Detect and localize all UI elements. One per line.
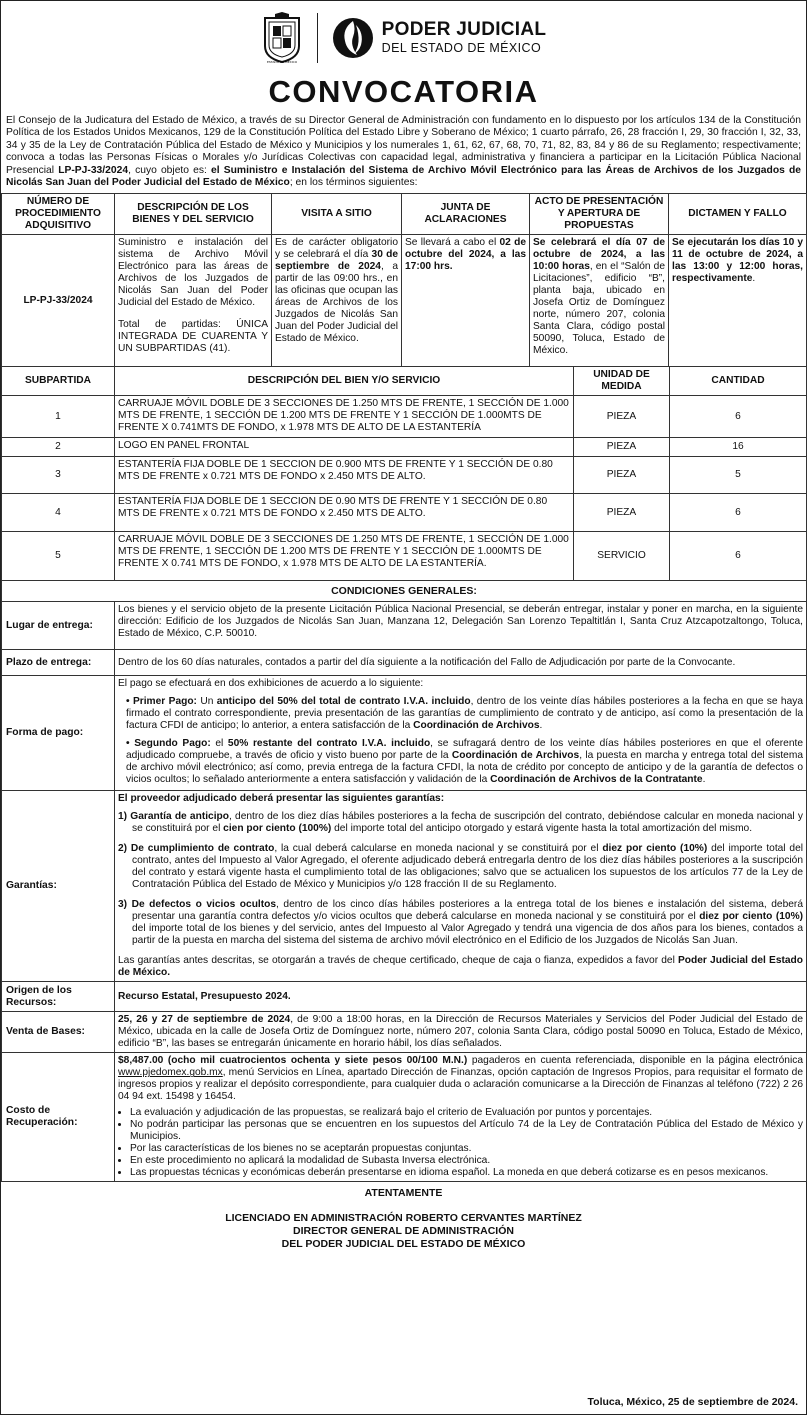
col-header: UNIDAD DE MEDIDA <box>574 367 670 396</box>
col-header: DESCRIPCIÓN DE LOS BIENES Y DEL SERVICIO <box>115 194 272 235</box>
closing: ATENTAMENTE <box>364 1187 443 1200</box>
table-row: 2 LOGO EN PANEL FRONTAL PIEZA 16 <box>2 438 807 457</box>
origin-label: Origen de los Recursos: <box>2 982 115 1012</box>
website-link[interactable]: www.pjedomex.gob.mx <box>118 1067 223 1079</box>
list-item: • No podrán participar las personas que se encuentren en los supuestos del Artículo 74 de la Ley de Contratación Pública del Estado de México y Municipios. <box>130 1119 803 1143</box>
header-divider <box>317 13 318 63</box>
svg-text:ESTADO DE MÉXICO: ESTADO DE MÉXICO <box>266 60 297 64</box>
ruling: Se ejecutarán los días 10 y 11 de octubre de 2024, a las 13:00 y 12:00 horas, respectivamente. <box>669 235 807 367</box>
guarantees: El proveedor adjudicado deberá presentar las siguientes garantías: 1) Garantía de anticipo, dentro de los diez días hábiles posteriores a la fecha de suscripción del contrato, debiéndose calcular en moneda nacional y se constituirá por el cien por ciento (100%) del importe total del anticipo otorgado y estará vigente hasta la total amortización del mismo. 2) De cumplimiento de contrato, la cual deberá calcularse en moneda nacional y se constituirá por el diez por ciento (10%) del importe total del contrato, antes del Impuesto al Valor Agregado, el oferente adjudicado deberá entregarla dentro de los diez días hábiles posteriores a la suscripción del contrato y estará vigente hasta el cumplimiento total de las obligaciones; salvo que se actualicen los supuestos de los artículos 77 de la Ley de Contratación Pública del Estado de México y Municipios y/o 128 fracción II de su Reglamento. 3) De defectos o vicios ocultos, dentro de los cinco días hábiles posteriores a la entrega total de los bienes e instalación del sistema, deberá presentar una garantía contra defectos y/o vicios ocultos que deberá calcularse en moneda nacional y se constituirá por el diez por ciento (10%) del importe total de los bienes y del servicio, antes del Impuesto al Valor Agregado y tendrá una vigencia de dos años para los bienes, contados a partir de la puesta en marcha del sistema del sistema de archivo móvil electrónico en el Edificio de los Juzgados de Nicolás San Juan. Las garantías antes descritas, se otorgarán a través de cheque certificado, cheque de caja o fianza, expedidos a favor del Poder Judicial del Estado de México. <box>115 791 807 982</box>
items-table <box>1 366 807 581</box>
procedure-object: el Suministro e Instalación del Sistema de Archivo Móvil Electrónico para las Áreas de Archivos de los Juzgados de Nicolás San Juan del Poder Judicial del Estado de México <box>6 164 801 189</box>
signer-title: DIRECTOR GENERAL DE ADMINISTRACIÓN <box>293 1225 514 1238</box>
sale-terms: 25, 26 y 27 de septiembre de 2024, de 9:00 a 18:00 horas, en la Dirección de Recursos Materiales y Servicios del Poder Judicial del Estado de México, ubicada en la calle de Josefa Ortiz de Domínguez norte, número 207, colonia Santa Clara, código postal 50090 en Toluca, Estado de México, edificio “B”, las bases se entregarán únicamente en horario hábil, los días señalados. <box>115 1012 807 1053</box>
poder-judicial-logo-icon <box>332 15 374 61</box>
table-row: 5 CARRUAJE MÓVIL DOBLE DE 3 SECCIONES DE 1.250 MTS DE FRENTE, 1 SECCIÓN DE 1.000 MTS DE FRENTE, 1 SECCIÓN DE 1.200 MTS DE FRENTE Y 1 SECCIÓN DE 1.000MTS DE FRENTE X 0.741 MTS DE FONDO, x 1.978 MTS DE ALTO DE LA ESTANTERÍA. SERVICIO 6 <box>2 532 807 581</box>
signer-name: LICENCIADO EN ADMINISTRACIÓN ROBERTO CERVANTES MARTÍNEZ <box>225 1212 582 1225</box>
letterhead <box>1 1 806 69</box>
list-item: • La evaluación y adjudicación de las propuestas, se realizará bajo el criterio de Evaluación por puntos y porcentajes. <box>130 1107 803 1119</box>
origin: Recurso Estatal, Presupuesto 2024. <box>115 982 807 1012</box>
state-seal-icon <box>261 12 303 64</box>
conditions-table <box>1 580 807 1182</box>
clarification-meeting: Se llevará a cabo el 02 de octubre del 2024, a las 17:00 hrs. <box>402 235 530 367</box>
cost-label: Costo de Recuperación: <box>2 1053 115 1182</box>
delivery-term: Dentro de los 60 días naturales, contados a partir del día siguiente a la notificación del Fallo de Adjudicación por parte de la Convocante. <box>115 650 807 676</box>
payment-label: Forma de pago: <box>2 676 115 791</box>
col-header: CANTIDAD <box>670 367 807 396</box>
list-item: • Las propuestas técnicas y económicas deberán presentarse en idioma español. La moneda en que deberá cotizarse es en pesos mexicanos. <box>130 1167 803 1179</box>
conditions-title: CONDICIONES GENERALES: <box>2 581 807 602</box>
procedure-number: LP-PJ-33/2024 <box>2 235 115 367</box>
col-header: VISITA A SITIO <box>272 194 402 235</box>
goods-description: Suministro e instalación del sistema de Archivo Móvil Electrónico para las áreas de Archivos de los Juzgados de Nicolás San Juan del Poder Judicial del Estado de México. Total de partidas: ÚNICA INTEGRADA DE CUARENTA Y UN SUBPARTIDAS (41). <box>115 235 272 367</box>
payment-terms: El pago se efectuará en dos exhibiciones de acuerdo a lo siguiente: • Primer Pago: Un anticipo del 50% del total de contrato I.V.A. incluido, dentro de los veinte días hábiles posteriores a la fecha en que se haya firmado el contrato correspondiente, previa presentación de las garantías de cumplimiento de contrato y de anticipo, así como la presentación de la factura CFDI de anticipo; lo anterior, a entera satisfacción de la Coordinación de Archivos. • Segundo Pago: el 50% restante del contrato I.V.A. incluido, se sufragará dentro de los veinte días hábiles posteriores en que el oferente adjudicado compruebe, a través de oficio y visto bueno por parte de la Coordinación de Archivos, la puesta en marcha y entrega total del sistema de archivo móvil electrónico; así como, previa entrega de la factura CFDI, la nota de crédito por concepto de anticipo y de la garantía de defectos o vicios ocultos; lo señalado anteriormente a entera satisfacción y validación de la Coordinación de Archivos de la Contratante. <box>115 676 807 791</box>
col-header: DESCRIPCIÓN DEL BIEN Y/O SERVICIO <box>115 367 574 396</box>
table-row: 1 CARRUAJE MÓVIL DOBLE DE 3 SECCIONES DE 1.250 MTS DE FRENTE, 1 SECCIÓN DE 1.000 MTS DE FRENTE, 1 SECCIÓN DE 1.200 MTS DE FRENTE Y 1 SECCIÓN DE 1.000MTS DE FRENTE X 0.741MTS DE FONDO, x 1.978 MTS DE ALTO DE LA ESTANTERÍA PIEZA 6 <box>2 396 807 438</box>
table-row: 4 ESTANTERÍA FIJA DOBLE DE 1 SECCION DE 0.90 MTS DE FRENTE Y 1 SECCIÓN DE 0.80 MTS DE FRENTE x 0.721 MTS DE FONDO x 2.450 MTS DE ALTO. PIEZA 6 <box>2 494 807 532</box>
site-visit: Es de carácter obligatorio y se celebrará el día 30 de septiembre de 2024, a partir de las 09:00 hrs., en las oficinas que ocupan las áreas de Archivos de los Juzgados de Nicolás San Juan del Poder Judicial del Estado de México. <box>272 235 402 367</box>
signer-institution: DEL PODER JUDICIAL DEL ESTADO DE MÉXICO <box>281 1238 526 1251</box>
list-item: • Por las características de los bienes no se aceptarán propuestas conjuntas. <box>130 1143 803 1155</box>
delivery-place-label: Lugar de entrega: <box>2 602 115 650</box>
institution-name: PODER JUDICIAL <box>381 19 547 40</box>
intro-paragraph: El Consejo de la Judicatura del Estado de México, a través de su Director General de Administración con fundamento en lo dispuesto por los artículos 134 de la Constitución Política de los Estados Unidos Mexicanos, 129 de la Constitución Política del Estado Libre y Soberano de México; 1 cuarto párrafo, 26, 28 fracción I, 29, 30 fracción I, 32, 33, 34 y 35 de la Ley de Contratación Pública del Estado de México y Municipios y los numerales 1, 61, 62, 67, 68, 70, 71, 82, 83, 84 y 86 de su Reglamento; respectivamente; convoca a todas las Personas Físicas o Morales y/o Jurídicas Colectivas con capacidad legal, administrativa y financiera a participar en la Licitación Pública Nacional Presencial LP-PJ-33/2024, cuyo objeto es: el Suministro e Instalación del Sistema de Archivo Móvil Electrónico para las Áreas de Archivos de los Juzgados de Nicolás San Juan del Poder Judicial del Estado de México; en los términos siguientes: <box>6 115 801 189</box>
col-header: ACTO DE PRESENTACIÓN Y APERTURA DE PROPUESTAS <box>530 194 669 235</box>
signature-block <box>1 1181 806 1251</box>
col-header: SUBPARTIDA <box>2 367 115 396</box>
sale-label: Venta de Bases: <box>2 1012 115 1053</box>
list-item: • En este procedimiento no aplicará la modalidad de Subasta Inversa electrónica. <box>130 1155 803 1167</box>
procedure-code: LP-PJ-33/2024 <box>58 164 129 176</box>
delivery-term-label: Plazo de entrega: <box>2 650 115 676</box>
poder-judicial-brand <box>332 15 547 61</box>
col-header: JUNTA DE ACLARACIONES <box>402 194 530 235</box>
cost-terms: $8,487.00 (ocho mil cuatrocientos ochenta y siete pesos 00/100 M.N.) pagaderos en cuenta referenciada, disponible en la página electrónica www.pjedomex.gob.mx, menú Servicios en Línea, apartado Dirección de Finanzas, opción captación de Ingresos Propios, para requisitar el formato de ingresos propios y realizar el depósito correspondiente, para cualquier duda o aclaración comunicarse a la Dirección de Finanzas al teléfono (722) 2 26 04 94 ext. 15498 y 16454. • La evaluación y adjudicación de las propuestas, se realizará bajo el criterio de Evaluación por puntos y porcentajes. • No podrán participar las personas que se encuentren en los supuestos del Artículo 74 de la Ley de Contratación Pública del Estado de México y Municipios. • Por las características de los bienes no se aceptarán propuestas conjuntas. • En este procedimiento no aplicará la modalidad de Subasta Inversa electrónica. • Las propuestas técnicas y económicas deberán presentarse en idioma español. La moneda en que deberá cotizarse es en pesos mexicanos. <box>115 1053 807 1182</box>
proposals-opening: Se celebrará el día 07 de octubre de 2024, a las 10:00 horas, en el “Salón de Licitaciones”, edificio “B”, planta baja, ubicado en Josefa Ortiz de Domínguez norte, número 207, colonia Santa Clara, código postal 50090, Toluca, Estado de México. <box>530 235 669 367</box>
col-header: NÚMERO DE PROCEDIMIENTO ADQUISITIVO <box>2 194 115 235</box>
conditions-bullets <box>118 1107 803 1179</box>
document-date: Toluca, México, 25 de septiembre de 2024. <box>587 1396 798 1408</box>
col-header: DICTAMEN Y FALLO <box>669 194 807 235</box>
page-title: CONVOCATORIA <box>268 74 539 109</box>
institution-subname: DEL ESTADO DE MÉXICO <box>381 41 542 55</box>
guarantees-label: Garantías: <box>2 791 115 982</box>
delivery-place: Los bienes y el servicio objeto de la presente Licitación Pública Nacional Presencial, se deberán entregar, instalar y poner en marcha, en la siguiente dirección: Edificio de los Juzgados de Nicolás San Juan, Manzana 12, Delegación San Lorenzo Tepaltitlán I, Santa Cruz Atzcapotzaltongo, Toluca, Estado de México, C.P. 50010. <box>115 602 807 650</box>
table-row: 3 ESTANTERÍA FIJA DOBLE DE 1 SECCION DE 0.900 MTS DE FRENTE Y 1 SECCIÓN DE 0.80 MTS DE FRENTE x 0.721 MTS DE FONDO x 2.450 MTS DE ALTO. PIEZA 5 <box>2 457 807 494</box>
summary-table <box>1 193 807 367</box>
